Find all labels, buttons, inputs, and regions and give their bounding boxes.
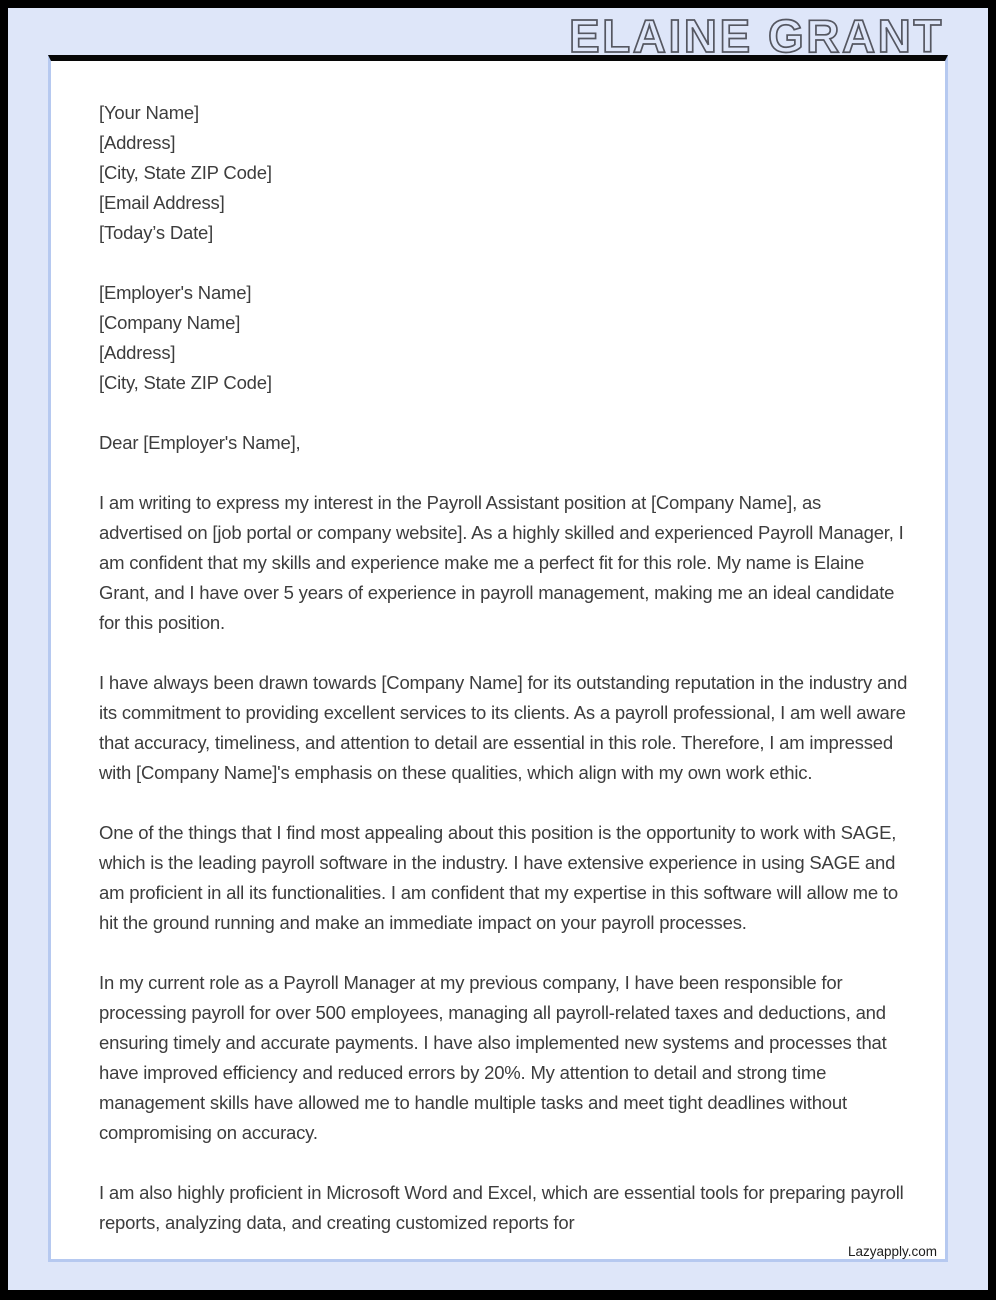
recipient-address-line: [Address] — [99, 342, 176, 363]
sender-name-line: [Your Name] — [99, 102, 199, 123]
recipient-city-line: [City, State ZIP Code] — [99, 372, 272, 393]
sender-address-line: [Address] — [99, 132, 176, 153]
recipient-company-line: [Company Name] — [99, 312, 241, 333]
letter-paragraph: One of the things that I find most appealing about this position is the opportunity to work with SAGE, which is the leading payroll software in the industry. I have extensive experience in using SAGE and am proficient in all its functionalities. I am confident that my expertise in this software will allow me to hit the ground running and make an immediate impact on your payroll processes. — [99, 822, 898, 933]
recipient-name-line: [Employer's Name] — [99, 282, 252, 303]
brand-title: ELAINE GRANT — [569, 10, 944, 62]
letter-paragraph: I am also highly proficient in Microsoft Word and Excel, which are essential tools for preparing payroll reports, analyzing data, and creating customized reports for — [99, 1182, 904, 1233]
sender-email-line: [Email Address] — [99, 192, 225, 213]
date-line: [Today’s Date] — [99, 222, 214, 243]
page-background — [8, 8, 988, 1290]
letter-paragraph: I am writing to express my interest in the Payroll Assistant position at [Company Name], as advertised on [job portal or company website]. As a highly skilled and experienced Payroll Manager, I am confident that my skills and experience make me a perfect fit for this role. My name is Elaine Grant, and I have over 5 years of experience in payroll management, making me an ideal candidate for this position. — [99, 492, 904, 633]
salutation-line: Dear [Employer's Name], — [99, 432, 301, 453]
letter-content — [99, 98, 909, 1268]
sender-block — [99, 98, 909, 248]
letter-paragraph: I have always been drawn towards [Company Name] for its outstanding reputation in the industry and its commitment to providing excellent services to its clients. As a payroll professional, I am well aware that accuracy, timeliness, and attention to detail are essential in this role. Therefore, I am impressed with [Company Name]'s emphasis on these qualities, which align with my own work ethic. — [99, 672, 908, 783]
recipient-block — [99, 278, 909, 398]
sender-city-line: [City, State ZIP Code] — [99, 162, 272, 183]
letter-paragraph: In my current role as a Payroll Manager at my previous company, I have been responsible for processing payroll for over 500 employees, managing all payroll-related taxes and deductions, and ensuring timely and accurate payments. I have also implemented new systems and processes that have improved efficiency and reduced errors by 20%. My attention to detail and strong time management skills have allowed me to handle multiple tasks and meet tight deadlines without compromising on accuracy. — [99, 972, 887, 1143]
watermark: Lazyapply.com — [847, 1244, 937, 1259]
salutation — [99, 428, 909, 458]
